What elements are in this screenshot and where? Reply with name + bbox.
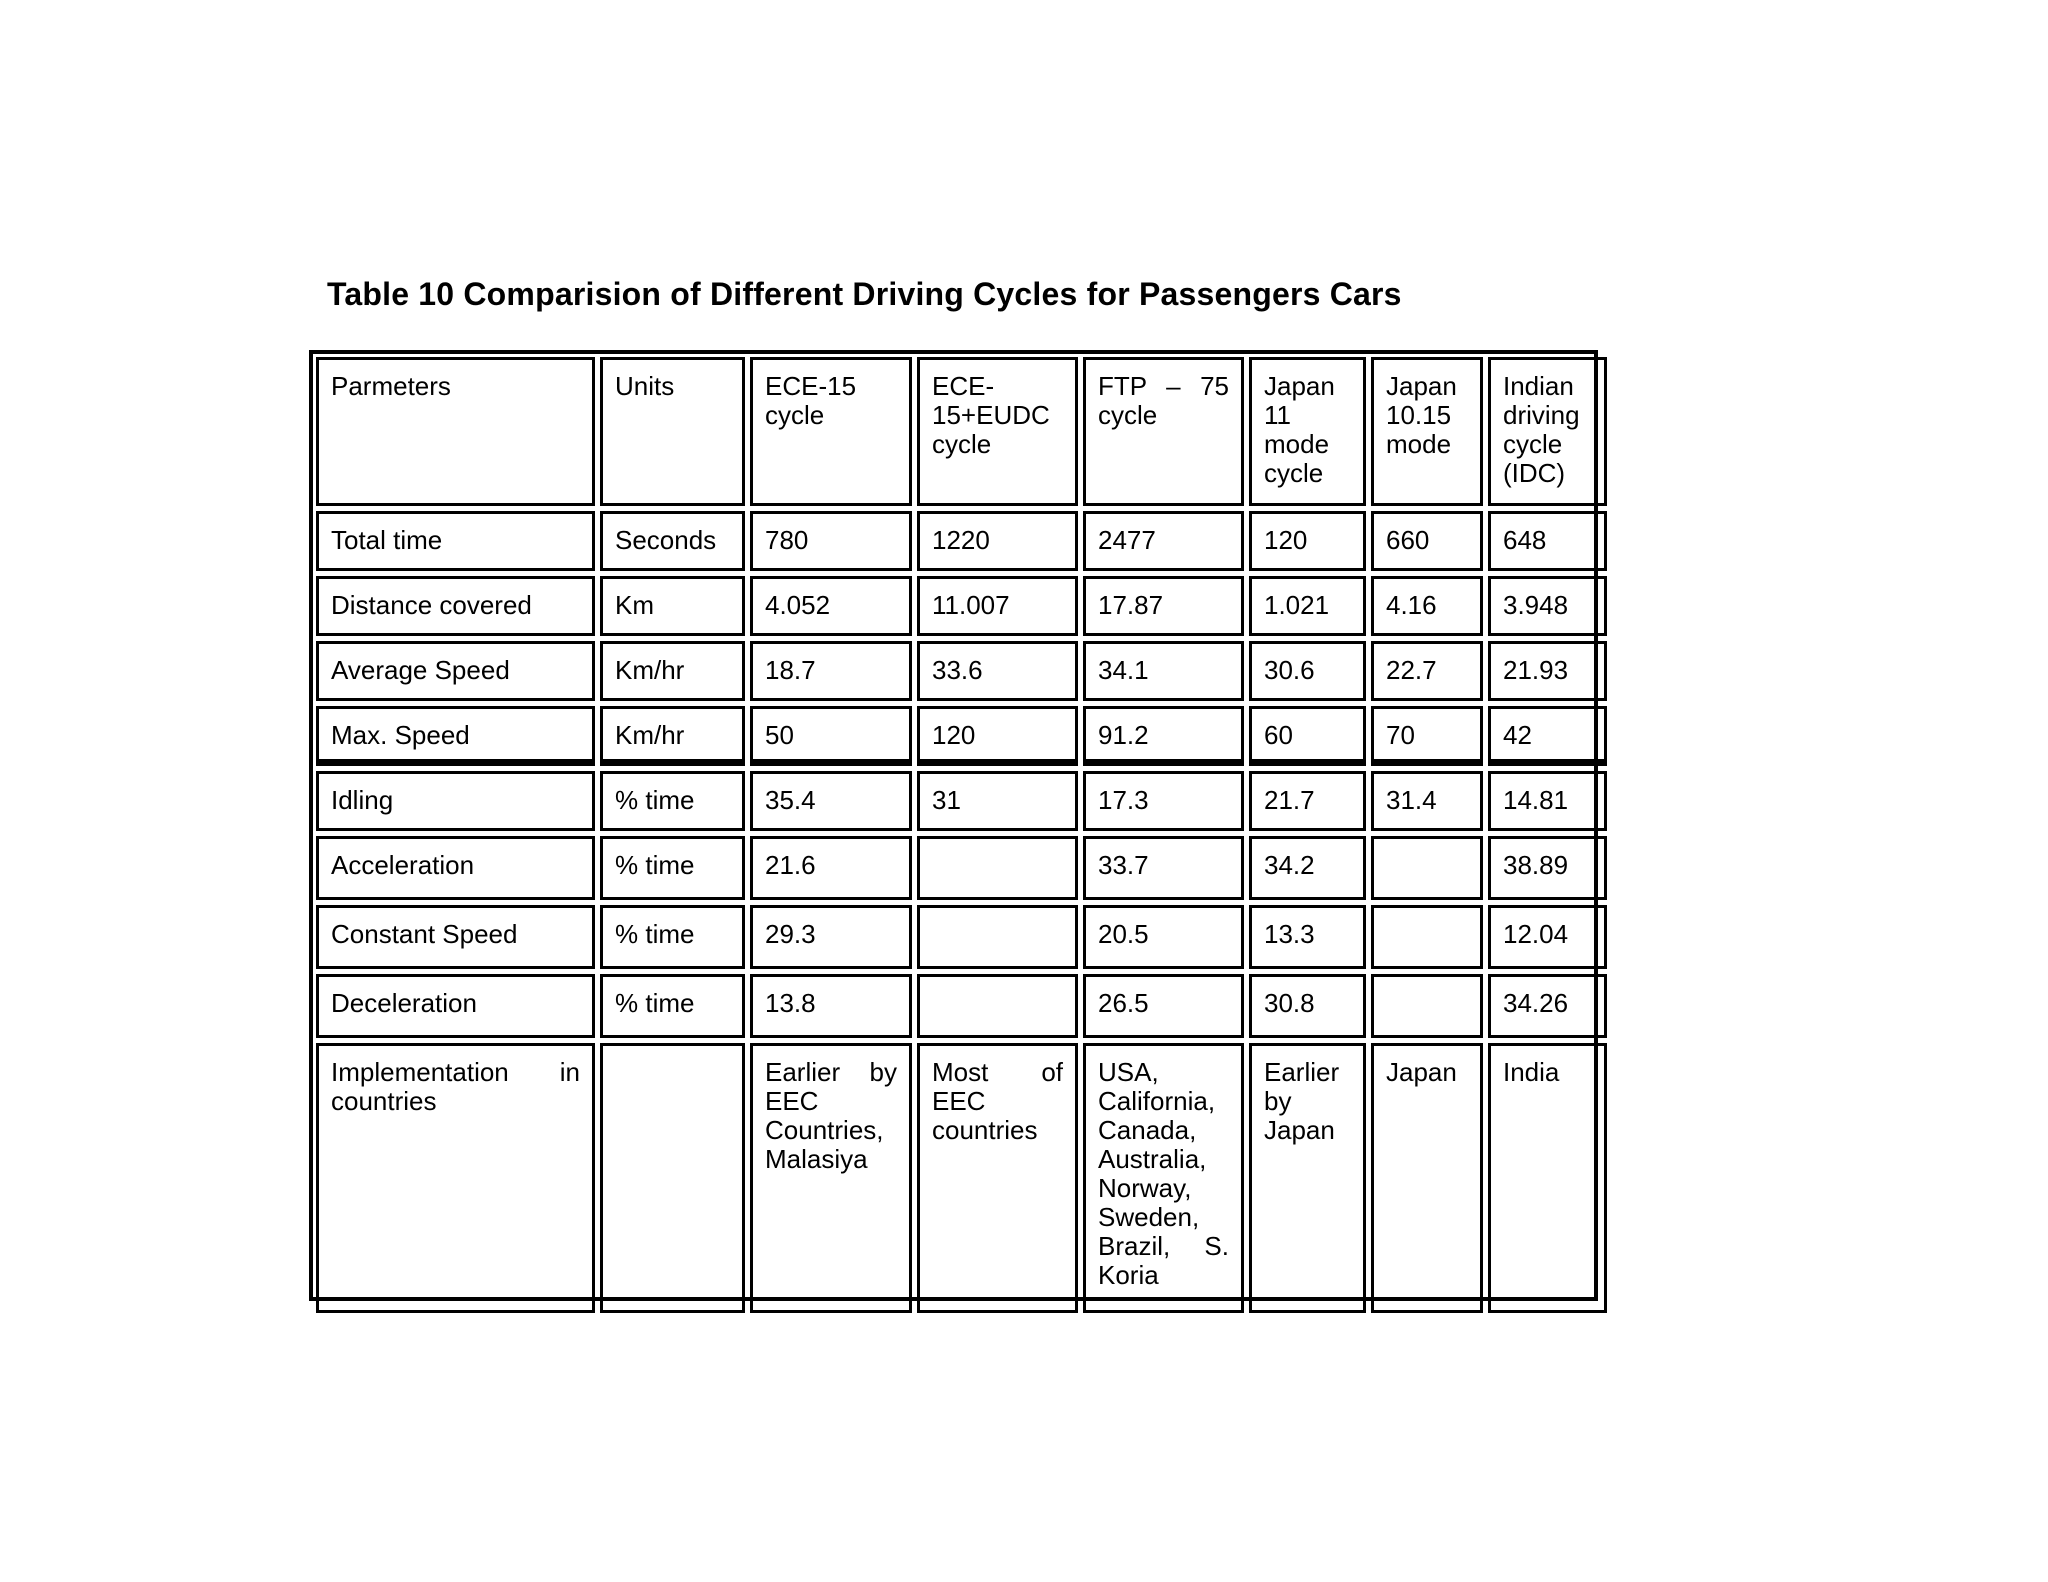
driving-cycles-table-frame xyxy=(309,350,1598,1301)
table-cell: 648 xyxy=(1488,511,1607,571)
header-cell: Indian driving cycle (IDC) xyxy=(1488,357,1607,506)
table-cell: 30.6 xyxy=(1249,641,1366,701)
table-cell: Max. Speed xyxy=(316,706,595,766)
table-cell xyxy=(1371,974,1483,1038)
table-cell: 17.3 xyxy=(1083,771,1244,831)
table-cell: India xyxy=(1488,1043,1607,1313)
table-cell: 38.89 xyxy=(1488,836,1607,900)
table-cell: 30.8 xyxy=(1249,974,1366,1038)
table-cell: 21.6 xyxy=(750,836,912,900)
table-row xyxy=(316,706,1607,766)
table-cell: 21.7 xyxy=(1249,771,1366,831)
table-cell: Average Speed xyxy=(316,641,595,701)
table-cell: 20.5 xyxy=(1083,905,1244,969)
header-cell: Parmeters xyxy=(316,357,595,506)
table-cell: 34.2 xyxy=(1249,836,1366,900)
table-cell: 18.7 xyxy=(750,641,912,701)
table-cell: 91.2 xyxy=(1083,706,1244,766)
table-cell: 3.948 xyxy=(1488,576,1607,636)
table-cell: Seconds xyxy=(600,511,745,571)
table-cell: 780 xyxy=(750,511,912,571)
table-cell: Implementation in countries xyxy=(316,1043,595,1313)
table-cell: Japan xyxy=(1371,1043,1483,1313)
table-cell: Total time xyxy=(316,511,595,571)
table-cell: 4.16 xyxy=(1371,576,1483,636)
table-cell: 14.81 xyxy=(1488,771,1607,831)
table-cell: Km xyxy=(600,576,745,636)
header-cell: Japan 10.15 mode xyxy=(1371,357,1483,506)
driving-cycles-table xyxy=(311,352,1612,1318)
table-cell: Deceleration xyxy=(316,974,595,1038)
table-cell xyxy=(1371,836,1483,900)
table-cell: 4.052 xyxy=(750,576,912,636)
table-cell: 60 xyxy=(1249,706,1366,766)
table-cell: 120 xyxy=(917,706,1078,766)
table-cell: 13.8 xyxy=(750,974,912,1038)
table-cell: 12.04 xyxy=(1488,905,1607,969)
table-cell: 34.26 xyxy=(1488,974,1607,1038)
table-cell xyxy=(917,836,1078,900)
table-row xyxy=(316,905,1607,969)
table-cell: Km/hr xyxy=(600,706,745,766)
table-cell: Most of EEC countries xyxy=(917,1043,1078,1313)
table-cell: % time xyxy=(600,771,745,831)
table-cell: Earlier by Japan xyxy=(1249,1043,1366,1313)
table-cell: 660 xyxy=(1371,511,1483,571)
table-cell: 22.7 xyxy=(1371,641,1483,701)
table-cell xyxy=(1371,905,1483,969)
table-cell: 34.1 xyxy=(1083,641,1244,701)
table-row xyxy=(316,771,1607,831)
table-cell: 21.93 xyxy=(1488,641,1607,701)
table-cell: 26.5 xyxy=(1083,974,1244,1038)
table-cell: 33.6 xyxy=(917,641,1078,701)
table-row xyxy=(316,641,1607,701)
table-cell xyxy=(917,905,1078,969)
table-cell: 1220 xyxy=(917,511,1078,571)
table-cell: Distance covered xyxy=(316,576,595,636)
table-row xyxy=(316,836,1607,900)
table-cell: 11.007 xyxy=(917,576,1078,636)
table-cell: 42 xyxy=(1488,706,1607,766)
table-cell: 50 xyxy=(750,706,912,766)
table-cell: 2477 xyxy=(1083,511,1244,571)
table-cell: Constant Speed xyxy=(316,905,595,969)
header-cell: Japan 11 mode cycle xyxy=(1249,357,1366,506)
table-row xyxy=(316,974,1607,1038)
header-cell: Units xyxy=(600,357,745,506)
table-cell: 70 xyxy=(1371,706,1483,766)
table-cell xyxy=(600,1043,745,1313)
table-row xyxy=(316,576,1607,636)
table-cell: 1.021 xyxy=(1249,576,1366,636)
table-row xyxy=(316,511,1607,571)
table-cell: Km/hr xyxy=(600,641,745,701)
table-cell: % time xyxy=(600,974,745,1038)
table-cell: USA, California, Canada, Australia, Norway, Sweden, Brazil, S. Koria xyxy=(1083,1043,1244,1313)
table-cell: Idling xyxy=(316,771,595,831)
table-cell xyxy=(917,974,1078,1038)
table-header-row xyxy=(316,357,1607,506)
table-title: Table 10 Comparision of Different Driving Cycles for Passengers Cars xyxy=(327,276,1402,312)
table-cell: 13.3 xyxy=(1249,905,1366,969)
table-cell: 31 xyxy=(917,771,1078,831)
header-cell: FTP – 75 cycle xyxy=(1083,357,1244,506)
table-cell: Acceleration xyxy=(316,836,595,900)
header-cell: ECE-15 cycle xyxy=(750,357,912,506)
header-cell: ECE-15+EUDC cycle xyxy=(917,357,1078,506)
table-cell: 35.4 xyxy=(750,771,912,831)
table-cell: Earlier by EEC Countries, Malasiya xyxy=(750,1043,912,1313)
table-cell: % time xyxy=(600,836,745,900)
table-cell: 120 xyxy=(1249,511,1366,571)
table-row xyxy=(316,1043,1607,1313)
table-cell: 31.4 xyxy=(1371,771,1483,831)
table-cell: 29.3 xyxy=(750,905,912,969)
table-cell: 17.87 xyxy=(1083,576,1244,636)
table-cell: % time xyxy=(600,905,745,969)
table-cell: 33.7 xyxy=(1083,836,1244,900)
